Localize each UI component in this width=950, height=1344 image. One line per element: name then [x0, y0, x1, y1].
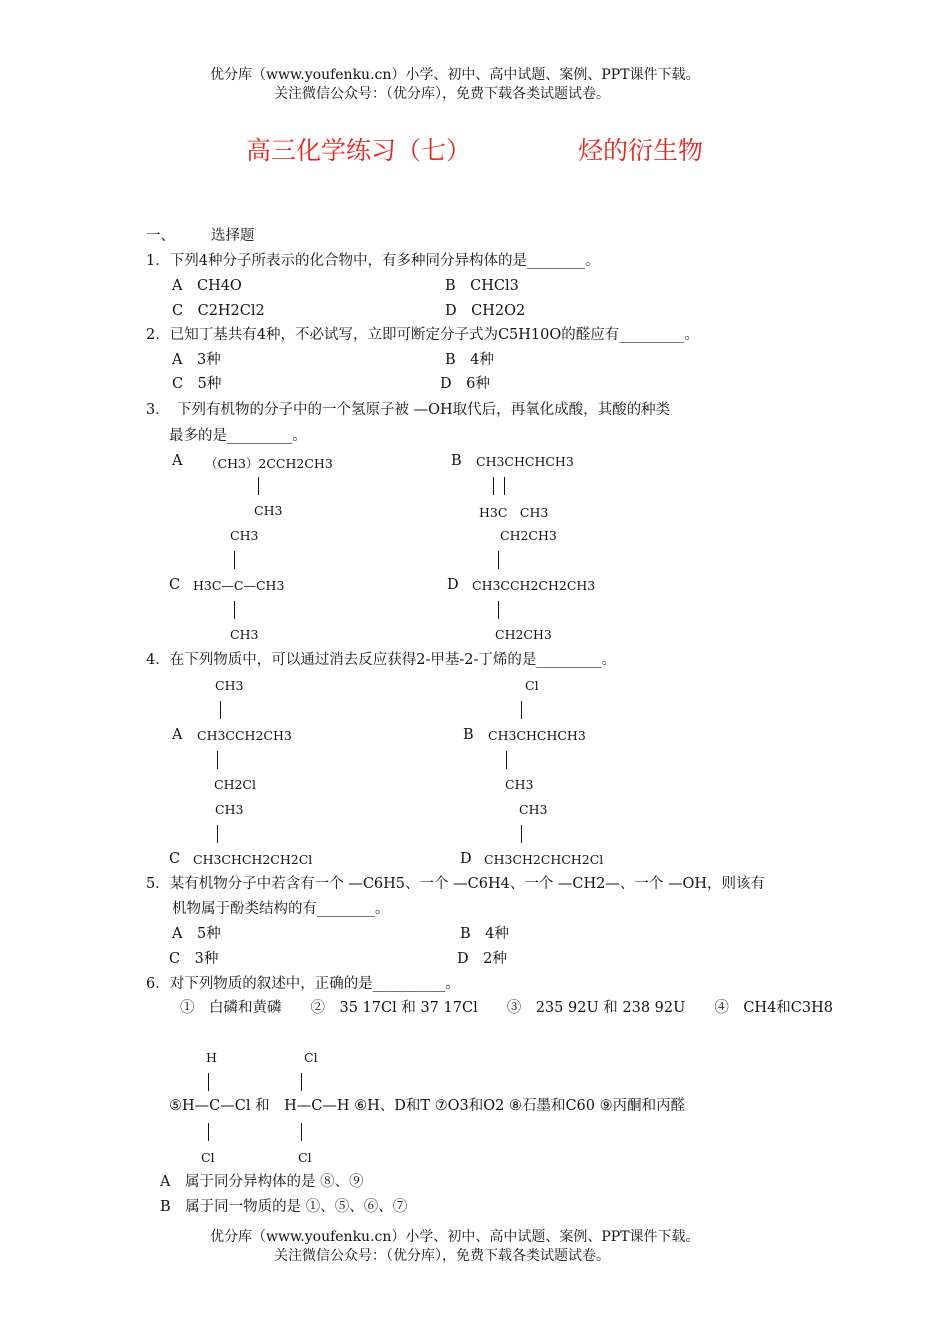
q3-d-formula: CH3CCH2CH2CH3 [472, 578, 596, 593]
q6-mol-1-bond-bottom [208, 1123, 209, 1141]
header-line-2: 关注微信公众号：（优分库），免费下载各类试题试卷。 [274, 86, 610, 102]
q4-b-bottom: CH3 [505, 777, 534, 792]
q4-d-bond [521, 825, 522, 843]
q6-mol-2-top: Cl [304, 1050, 318, 1065]
q6-mol-1-bottom: Cl [201, 1150, 215, 1165]
q5-option-b: B 4种 [460, 926, 509, 942]
page-subtitle: 烃的衍生物 [578, 136, 704, 165]
q4-b-bond-bottom [506, 751, 507, 769]
q3-a-bond [258, 477, 259, 495]
q4-b-label: B [463, 727, 474, 743]
q3-d-bond-bottom [498, 601, 499, 619]
q6-stem: 6．对下列物质的叙述中，正确的是__________。 [146, 976, 460, 992]
q6-items-1-4: ① 白磷和黄磷 ② 35 17Cl 和 37 17Cl ③ 235 92U 和 238 92U ④ CH4和C3H8 [180, 1000, 833, 1016]
q3-c-bond-top [234, 551, 235, 569]
q3-b-formula: CH3CHCHCH3 [476, 454, 574, 469]
q3-c-formula: H3C—C—CH3 [193, 578, 285, 593]
q3-d-bottom: CH2CH3 [495, 627, 552, 642]
q3-c-top: CH3 [230, 528, 259, 543]
q5-option-c: C 3种 [169, 951, 219, 967]
q3-c-bond-bottom [234, 601, 235, 619]
q3-b-bond-2 [504, 477, 505, 495]
section-number: 一、 [146, 228, 175, 244]
q4-b-bond-top [521, 701, 522, 719]
q4-d-formula: CH3CH2CHCH2Cl [484, 852, 604, 867]
q3-stem-line-2: 最多的是_________。 [169, 428, 307, 444]
q4-c-label: C [169, 851, 181, 867]
q4-a-top: CH3 [215, 678, 244, 693]
q4-c-bond [217, 825, 218, 843]
q3-a-branch: CH3 [254, 503, 283, 518]
footer-line-2: 关注微信公众号：（优分库），免费下载各类试题试卷。 [274, 1248, 610, 1264]
q2-option-a: A 3种 [172, 352, 221, 368]
q2-option-b: B 4种 [445, 352, 494, 368]
q3-a-formula: （CH3）2CCH2CH3 [205, 456, 333, 471]
q3-b-branch: H3C CH3 [479, 505, 549, 520]
q2-option-c: C 5种 [172, 376, 222, 392]
q4-a-bond-bottom [217, 751, 218, 769]
q6-mol-2-bond-top [301, 1073, 302, 1091]
q3-c-bottom: CH3 [230, 627, 259, 642]
q2-option-d: D 6种 [440, 376, 490, 392]
q1-option-a: A CH4O [172, 278, 242, 294]
q6-mol-2-bond-bottom [301, 1123, 302, 1141]
section-label: 选择题 [211, 228, 255, 244]
q3-a-label: A [172, 453, 183, 469]
q6-mol-1-bond-top [208, 1073, 209, 1091]
q5-stem-line-2: 机物属于酚类结构的有________。 [172, 901, 390, 917]
q1-option-c: C C2H2Cl2 [172, 303, 265, 319]
q3-d-bond-top [498, 551, 499, 569]
q1-stem: 1．下列4种分子所表示的化合物中，有多种同分异构体的是________。 [146, 253, 600, 269]
q5-option-a: A 5种 [172, 926, 221, 942]
q4-c-top: CH3 [215, 802, 244, 817]
q6-mol-2-bottom: Cl [298, 1150, 312, 1165]
q4-d-top: CH3 [519, 802, 548, 817]
q5-stem-line-1: 5．某有机物分子中若含有一个 —C6H5、一个 —C6H4、一个 —CH2—、一个 —OH，则该有 [146, 876, 766, 892]
q3-b-bond-1 [493, 477, 494, 495]
q4-c-formula: CH3CHCH2CH2Cl [193, 852, 313, 867]
q6-items-5-9: ⑤H—C—Cl 和 H—C—H ⑥H、D和T ⑦O3和O2 ⑧石墨和C60 ⑨丙酮和丙醛 [169, 1098, 686, 1114]
q4-a-bond-top [220, 701, 221, 719]
header-line-1: 优分库（www.youfenku.cn）小学、初中、高中试题、案例、PPT课件下载。 [210, 67, 700, 83]
q3-d-label: D [447, 577, 459, 593]
q4-stem: 4．在下列物质中，可以通过消去反应获得2-甲基-2-丁烯的是_________。 [146, 652, 617, 668]
q1-option-d: D CH2O2 [445, 303, 526, 319]
q4-a-label: A [172, 727, 183, 743]
q1-option-b: B CHCl3 [445, 278, 519, 294]
footer-line-1: 优分库（www.youfenku.cn）小学、初中、高中试题、案例、PPT课件下载。 [210, 1229, 700, 1245]
q6-option-a: A 属于同分异构体的是 ⑧、⑨ [160, 1174, 364, 1190]
q4-b-top: Cl [525, 678, 539, 693]
q5-option-d: D 2种 [457, 951, 507, 967]
page-title: 高三化学练习（七） [246, 136, 472, 165]
q6-option-b: B 属于同一物质的是 ①、⑤、⑥、⑦ [160, 1199, 408, 1215]
q4-a-formula: CH3CCH2CH3 [197, 728, 292, 743]
q4-b-formula: CH3CHCHCH3 [488, 728, 586, 743]
q3-stem-line-1: 3． 下列有机物的分子中的一个氢原子被 —OH取代后，再氧化成酸，其酸的种类 [146, 402, 671, 418]
q4-d-label: D [460, 851, 472, 867]
q3-d-top: CH2CH3 [500, 528, 557, 543]
q3-b-label: B [451, 453, 462, 469]
q2-stem: 2．已知丁基共有4种，不必试写，立即可断定分子式为C5H10O的醛应有_________。 [146, 327, 700, 343]
q4-a-bottom: CH2Cl [214, 777, 256, 792]
q6-mol-1-top: H [206, 1050, 217, 1065]
q3-c-label: C [169, 577, 181, 593]
